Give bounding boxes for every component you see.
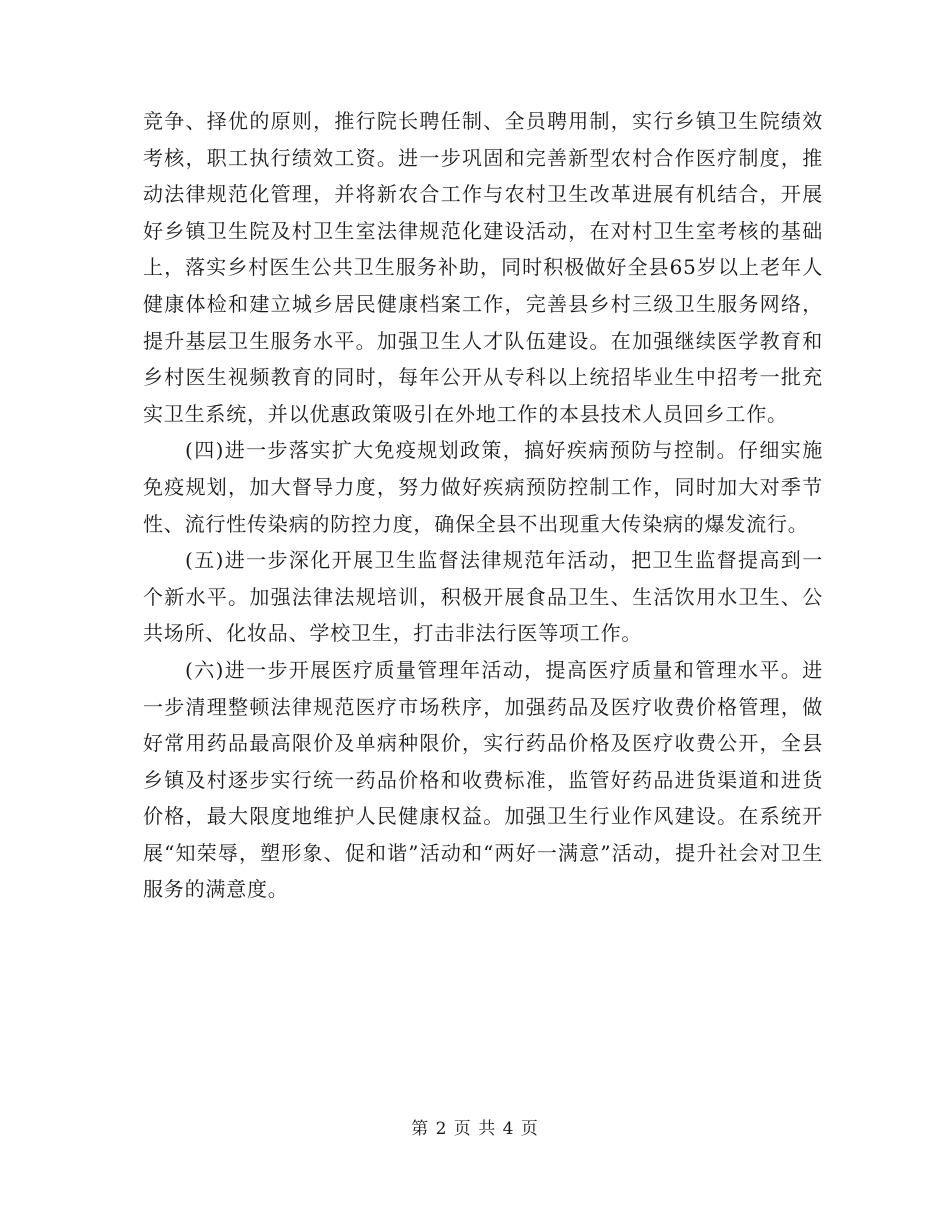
page-number-footer: 第 2 页 共 4 页	[411, 1119, 539, 1139]
paragraph-continuation: 竞争、择优的原则，推行院长聘任制、全员聘用制，实行乡镇卫生院绩效考核，职工执行绩效工资。进一步巩固和完善新型农村合作医疗制度，推动法律规范化管理，并将新农合工作与农村卫生改革进展有机结合，开展好乡镇卫生院及村卫生室法律规范化建设活动，在对村卫生室考核的基础上，落实乡村医生公共卫生服务补助，同时积极做好全县65岁以上老年人健康体检和建立城乡居民健康档案工作，完善县乡村三级卫生服务网络，提升基层卫生服务水平。加强卫生人才队伍建设。在加强继续医学教育和乡村医生视频教育的同时，每年公开从专科以上统招毕业生中招考一批充实卫生系统，并以优惠政策吸引在外地工作的本县技术人员回乡工作。	[143, 109, 823, 426]
document-body	[143, 103, 823, 908]
paragraph-section-4: (四)进一步落实扩大免疫规划政策，搞好疾病预防与控制。仔细实施免疫规划，加大督导力度，努力做好疾病预防控制工作，同时加大对季节性、流行性传染病的防控力度，确保全县不出现重大传染病的爆发流行。	[143, 438, 823, 536]
paragraph-section-5: (五)进一步深化开展卫生监督法律规范年活动，把卫生监督提高到一个新水平。加强法律法规培训，积极开展食品卫生、生活饮用水卫生、公共场所、化妆品、学校卫生，打击非法行医等项工作。	[143, 548, 823, 646]
paragraph-section-6: (六)进一步开展医疗质量管理年活动，提高医疗质量和管理水平。进一步清理整顿法律规范医疗市场秩序，加强药品及医疗收费价格管理，做好常用药品最高限价及单病种限价，实行药品价格及医疗收费公开，全县乡镇及村逐步实行统一药品价格和收费标准，监管好药品进货渠道和进货价格，最大限度地维护人民健康权益。加强卫生行业作风建设。在系统开展“知荣辱，塑形象、促和谐”活动和“两好一满意”活动，提升社会对卫生服务的满意度。	[143, 657, 823, 902]
